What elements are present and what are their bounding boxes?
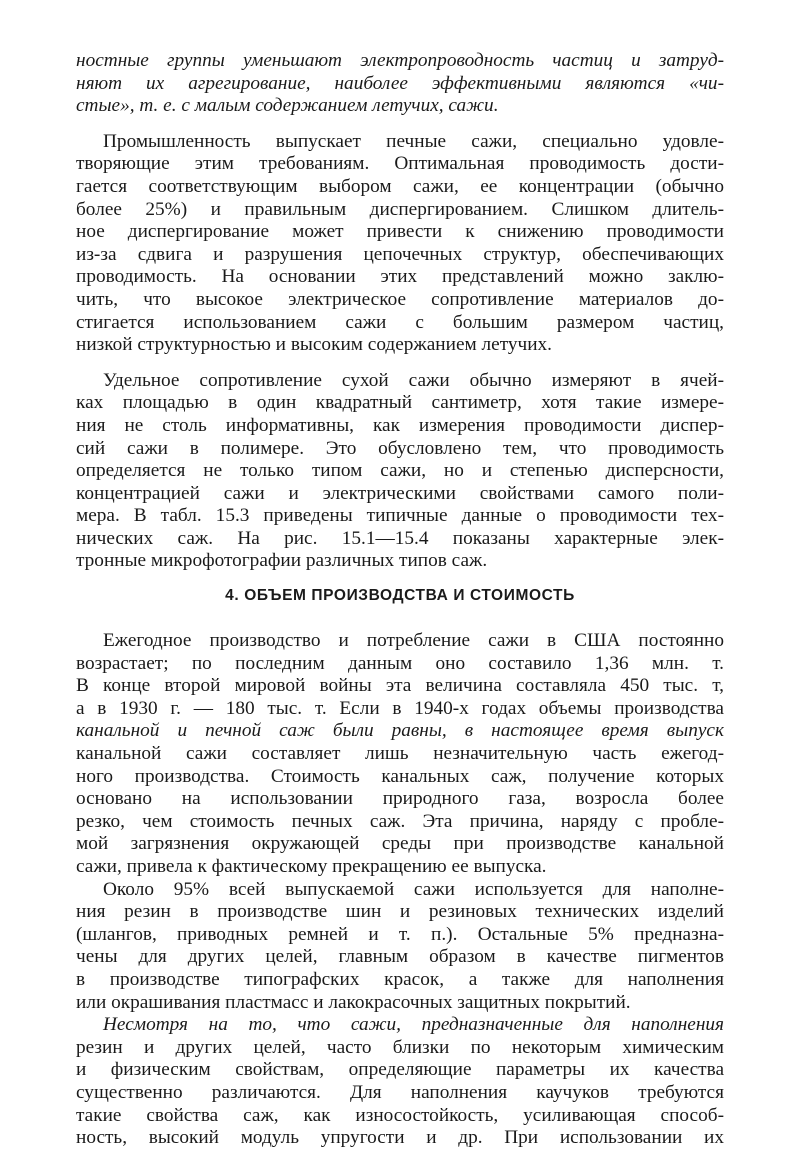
text-line: канальной и печной саж были равны, в настоящее время выпуск: [76, 720, 724, 742]
text-line: стигается использованием сажи с большим размером частиц,: [76, 311, 724, 333]
text-line: низкой структурностью и высоким содержанием летучих.: [76, 334, 552, 356]
text-line: резко, чем стоимость печных саж. Эта причина, наряду с пробле-: [76, 810, 724, 832]
text-line: определяется не только типом сажи, но и степенью дисперсности,: [76, 460, 724, 482]
paragraph-properties: [76, 1014, 724, 1150]
text-line: существенно различаются. Для наполнения каучуков требуются: [76, 1081, 724, 1103]
text-line: из-за сдвига и разрушения цепочечных структур, обеспечивающих: [76, 243, 724, 265]
text-line: основано на использовании природного газа, возросла более: [76, 788, 724, 810]
paragraph-usage: [76, 879, 724, 1015]
text-line: Промышленность выпускает печные сажи, специально удовле-: [103, 130, 724, 152]
text-line: Несмотря на то, что сажи, предназначенные для наполнения: [103, 1014, 724, 1036]
text-line: Около 95% всей выпускаемой сажи используется для наполне-: [103, 878, 724, 900]
text-line: Ежегодное производство и потребление сажи в США постоянно: [103, 630, 724, 652]
text-line: в производстве типографских красок, а также для наполнения: [76, 968, 724, 990]
text-line: гается соответствующим выбором сажи, ее концентрации (обычно: [76, 175, 724, 197]
text-line: проводимость. На основании этих представлений можно заклю-: [76, 266, 724, 288]
text-line: стые», т. е. с малым содержанием летучих, сажи.: [76, 95, 499, 117]
text-line: Удельное сопротивление сухой сажи обычно измеряют в ячей-: [103, 369, 724, 391]
section-heading: 4. ОБЪЕМ ПРОИЗВОДСТВА И СТОИМОСТЬ: [225, 587, 575, 605]
text-line: нических саж. На рис. 15.1—15.4 показаны характерные элек-: [76, 527, 724, 549]
text-line: ность, высокий модуль упругости и др. При использовании их: [76, 1127, 724, 1149]
text-line: сажи, привела к фактическому прекращению ее выпуска.: [76, 856, 547, 877]
text-line: ностные группы уменьшают электропроводность частиц и затруд-: [76, 50, 724, 71]
text-line: возрастает; по последним данным оно составило 1,36 млн. т.: [76, 652, 724, 674]
paragraph-continuation: [76, 50, 724, 118]
text-line: концентрацией сажи и электрическими свойствами самого поли-: [76, 482, 724, 504]
text-line: и физическим свойствам, определяющие параметры их качества: [76, 1059, 724, 1081]
text-line: мера. В табл. 15.3 приведены типичные данные о проводимости тех-: [76, 505, 724, 527]
text-line: ках площадью в один квадратный сантиметр, хотя такие измере-: [76, 392, 724, 414]
text-line: (шлангов, приводных ремней и т. п.). Остальные 5% предназна-: [76, 923, 724, 945]
text-line: ного производства. Стоимость канальных саж, получение которых: [76, 765, 724, 787]
text-line: резин и других целей, часто близки по некоторым химическим: [76, 1036, 724, 1058]
text-line: чить, что высокое электрическое сопротивление материалов до-: [76, 288, 724, 310]
text-line: а в 1930 г. — 180 тыс. т. Если в 1940-х годах объемы производства: [76, 697, 724, 719]
text-line: чены для других целей, главным образом в качестве пигментов: [76, 946, 724, 968]
text-line: мой загрязнения окружающей среды при производстве канальной: [76, 833, 724, 855]
text-line: тронные микрофотографии различных типов саж.: [76, 550, 488, 572]
text-line: более 25%) и правильным диспергированием. Слишком длитель-: [76, 198, 724, 220]
text-line: сий сажи в полимере. Это обусловлено тем, что проводимость: [76, 437, 724, 459]
text-line: ния не столь информативны, как измерения проводимости диспер-: [76, 414, 724, 436]
text-line: или окрашивания пластмасс и лакокрасочных защитных покрытий.: [76, 991, 631, 1013]
text-line: В конце второй мировой войны эта величина составляла 450 тыс. т,: [76, 675, 724, 697]
text-line: канальной сажи составляет лишь незначительную часть ежегод-: [76, 743, 724, 765]
text-line: такие свойства саж, как износостойкость, усиливающая способ-: [76, 1104, 724, 1126]
text-line: ное диспергирование может привести к снижению проводимости: [76, 221, 724, 243]
page-body: [76, 50, 724, 1150]
text-line: няют их агрегирование, наиболее эффективными являются «чи-: [76, 72, 724, 94]
paragraph-resistivity: [76, 370, 724, 573]
text-line: ния резин в производстве шин и резиновых технических изделий: [76, 901, 724, 923]
paragraph-industry: [76, 131, 724, 357]
paragraph-production: [76, 630, 724, 879]
text-line: творяющие этим требованиям. Оптимальная проводимость дости-: [76, 153, 724, 175]
